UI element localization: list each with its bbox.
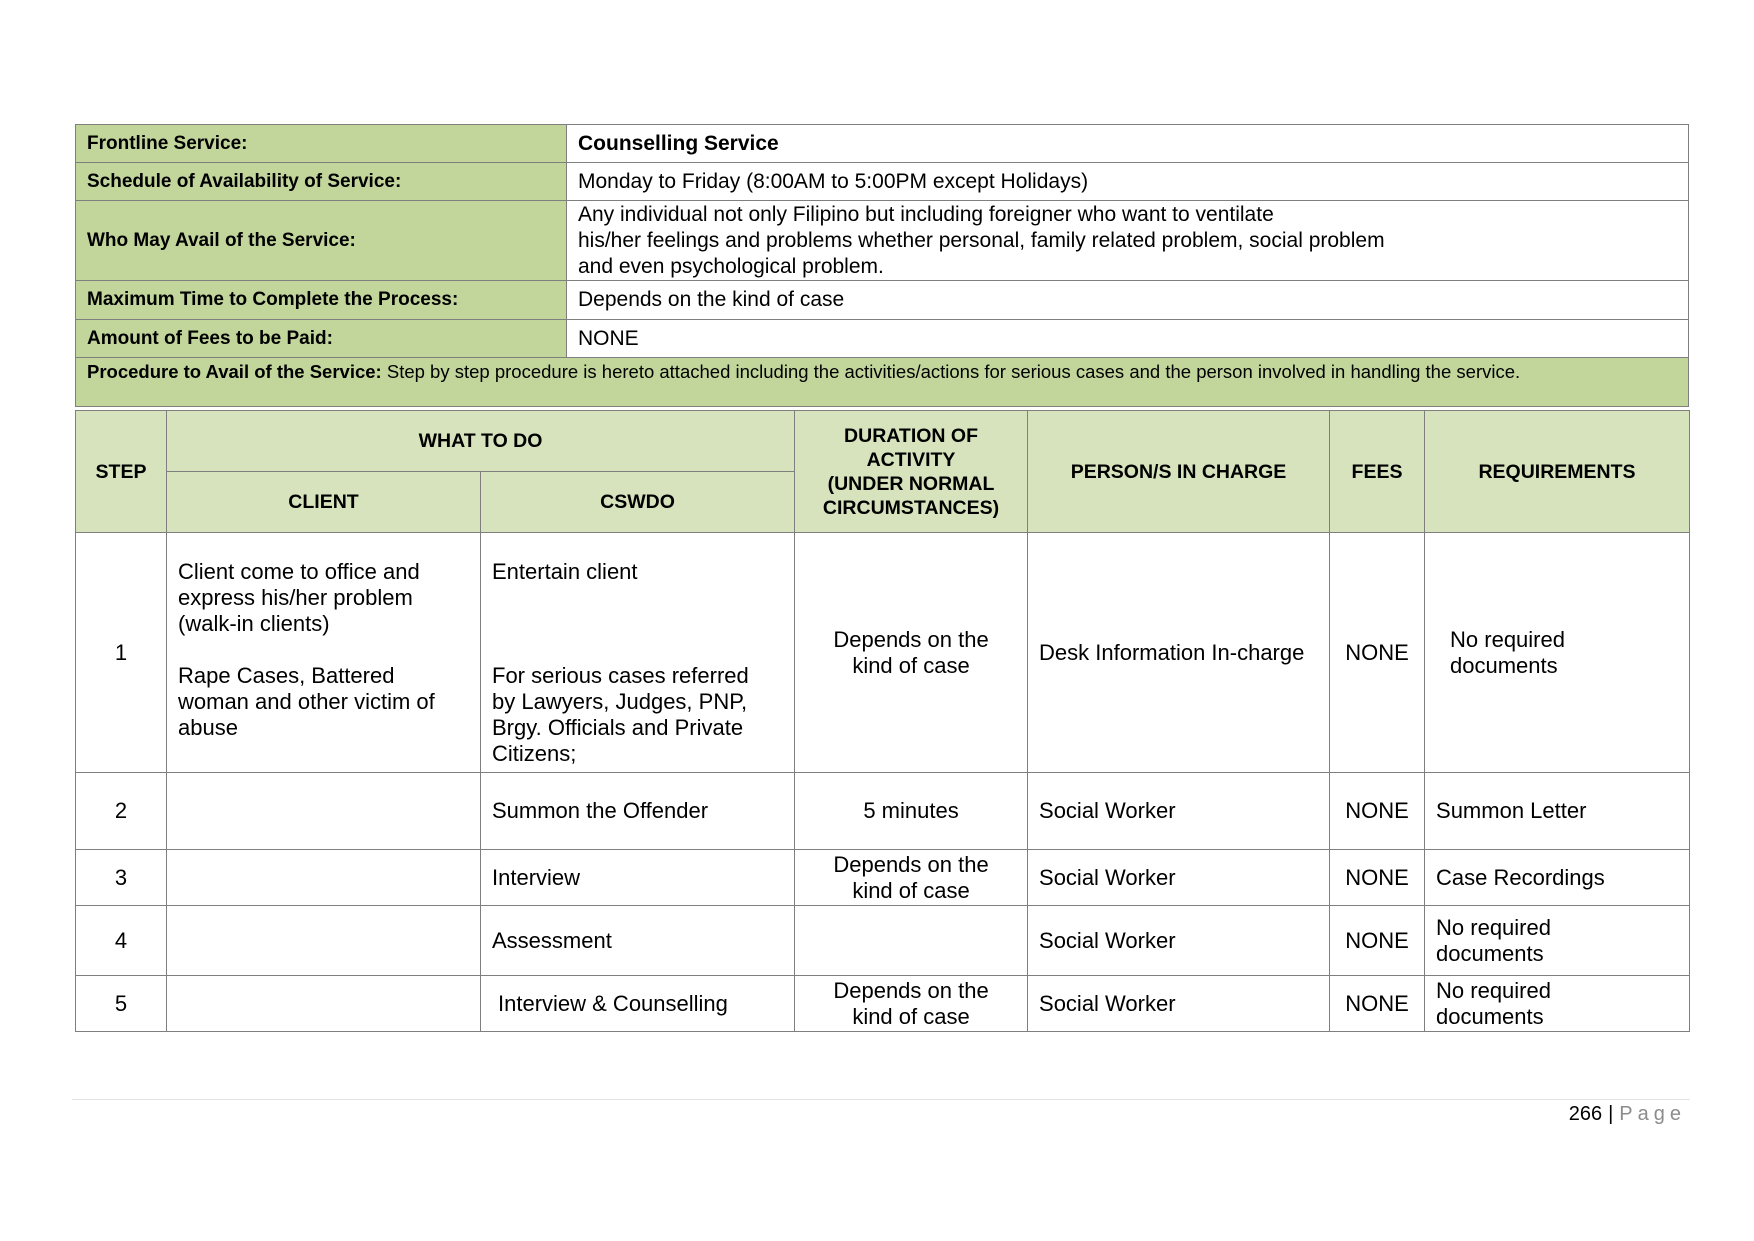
- fees-cell: NONE: [1330, 533, 1425, 773]
- table-row: [76, 850, 1690, 906]
- duration-cell: [795, 976, 1028, 1032]
- table-row: [76, 906, 1690, 976]
- duration-cell: [795, 850, 1028, 906]
- client-line: express his/her problem: [178, 585, 413, 610]
- client-line: abuse: [178, 715, 238, 740]
- client-cell: [167, 850, 481, 906]
- procedure-text: Step by step procedure is hereto attached including the activities/actions for serious cases and the person involved in handling the service.: [381, 361, 1521, 382]
- info-row-procedure: [76, 358, 1689, 407]
- client-cell: [167, 906, 481, 976]
- requirements-line: documents: [1450, 652, 1558, 678]
- who-value: [567, 201, 1689, 281]
- duration-line: Depends on the: [833, 626, 989, 652]
- cswdo-cell: Summon the Offender: [481, 773, 795, 850]
- info-row-schedule: [76, 163, 1689, 201]
- fees-cell: NONE: [1330, 850, 1425, 906]
- procedure-cell: [76, 358, 1689, 407]
- who-line: and even psychological problem.: [578, 254, 884, 278]
- requirements-cell: [1425, 906, 1690, 976]
- requirements-line: No required: [1436, 914, 1551, 940]
- header-duration-line: CIRCUMSTANCES): [822, 496, 1000, 519]
- duration-cell: 5 minutes: [795, 773, 1028, 850]
- table-row: [76, 976, 1690, 1032]
- schedule-label: Schedule of Availability of Service:: [76, 163, 567, 201]
- client-cell: [167, 976, 481, 1032]
- who-line: his/her feelings and problems whether personal, family related problem, social problem: [578, 228, 1385, 252]
- header-cswdo: CSWDO: [481, 472, 795, 533]
- table-row: [76, 773, 1690, 850]
- header-row-1: [76, 411, 1690, 472]
- cswdo-line: by Lawyers, Judges, PNP,: [492, 689, 748, 714]
- cswdo-cell: Interview & Counselling: [481, 976, 795, 1032]
- step-number: 4: [76, 906, 167, 976]
- header-duration-line: ACTIVITY: [866, 448, 956, 471]
- fees-label: Amount of Fees to be Paid:: [76, 320, 567, 358]
- header-step: STEP: [76, 411, 167, 533]
- duration-line: kind of case: [852, 877, 970, 903]
- client-line: (walk-in clients): [178, 611, 330, 636]
- header-requirements: REQUIREMENTS: [1425, 411, 1690, 533]
- max-time-value: Depends on the kind of case: [567, 281, 1689, 320]
- duration-line: kind of case: [852, 652, 970, 678]
- header-client: CLIENT: [167, 472, 481, 533]
- page-word: Page: [1619, 1103, 1686, 1125]
- cswdo-cell: [481, 533, 795, 773]
- requirements-line: documents: [1436, 1003, 1544, 1029]
- footer-separator: |: [1608, 1103, 1614, 1125]
- cswdo-line: For serious cases referred: [492, 663, 749, 688]
- page-footer: [1569, 1103, 1686, 1126]
- fees-cell: NONE: [1330, 976, 1425, 1032]
- info-row-max-time: [76, 281, 1689, 320]
- fees-value: NONE: [567, 320, 1689, 358]
- duration-line: kind of case: [852, 1003, 970, 1029]
- requirements-cell: Summon Letter: [1425, 773, 1690, 850]
- info-row-fees: [76, 320, 1689, 358]
- spacer: [178, 637, 469, 663]
- spacer: [492, 637, 783, 663]
- requirements-cell: [1425, 533, 1690, 773]
- cswdo-cell: Assessment: [481, 906, 795, 976]
- spacer: [492, 611, 783, 637]
- who-label: Who May Avail of the Service:: [76, 201, 567, 281]
- person-cell: Social Worker: [1028, 850, 1330, 906]
- person-cell: Social Worker: [1028, 773, 1330, 850]
- person-cell: Social Worker: [1028, 906, 1330, 976]
- requirements-cell: Case Recordings: [1425, 850, 1690, 906]
- frontline-label: Frontline Service:: [76, 125, 567, 163]
- max-time-label: Maximum Time to Complete the Process:: [76, 281, 567, 320]
- step-number: 2: [76, 773, 167, 850]
- header-duration: [795, 411, 1028, 533]
- client-line: woman and other victim of: [178, 689, 435, 714]
- cswdo-cell: Interview: [481, 850, 795, 906]
- info-row-frontline: [76, 125, 1689, 163]
- frontline-value: Counselling Service: [567, 125, 1689, 163]
- schedule-value: Monday to Friday (8:00AM to 5:00PM except Holidays): [567, 163, 1689, 201]
- cswdo-line: Entertain client: [492, 559, 638, 584]
- cswdo-line: Brgy. Officials and Private: [492, 715, 744, 740]
- step-number: 5: [76, 976, 167, 1032]
- header-duration-line: (UNDER NORMAL: [827, 472, 995, 495]
- spacer: [492, 585, 783, 611]
- service-info-table: [75, 124, 1689, 407]
- duration-line: Depends on the: [833, 977, 989, 1003]
- footer-divider: [72, 1099, 1690, 1100]
- requirements-line: documents: [1436, 940, 1544, 966]
- cswdo-line: Citizens;: [492, 741, 577, 766]
- requirements-line: No required: [1436, 977, 1551, 1003]
- duration-line: Depends on the: [833, 851, 989, 877]
- client-cell: [167, 533, 481, 773]
- client-line: Rape Cases, Battered: [178, 663, 395, 688]
- step-number: 3: [76, 850, 167, 906]
- requirements-line: No required: [1450, 626, 1565, 652]
- step-number: 1: [76, 533, 167, 773]
- person-cell: Social Worker: [1028, 976, 1330, 1032]
- header-persons: PERSON/S IN CHARGE: [1028, 411, 1330, 533]
- requirements-cell: [1425, 976, 1690, 1032]
- client-cell: [167, 773, 481, 850]
- duration-cell: [795, 906, 1028, 976]
- duration-cell: [795, 533, 1028, 773]
- fees-cell: NONE: [1330, 773, 1425, 850]
- info-row-who: [76, 201, 1689, 281]
- procedure-label: Procedure to Avail of the Service:: [87, 361, 382, 382]
- fees-cell: NONE: [1330, 906, 1425, 976]
- header-fees: FEES: [1330, 411, 1425, 533]
- header-what-to-do: WHAT TO DO: [167, 411, 795, 472]
- person-cell: Desk Information In-charge: [1028, 533, 1330, 773]
- header-duration-line: DURATION OF: [844, 424, 978, 447]
- table-row: [76, 533, 1690, 773]
- steps-table: [75, 410, 1690, 1032]
- page-number: 266: [1568, 1103, 1603, 1125]
- client-line: Client come to office and: [178, 559, 420, 584]
- who-line: Any individual not only Filipino but including foreigner who want to ventilate: [578, 202, 1274, 226]
